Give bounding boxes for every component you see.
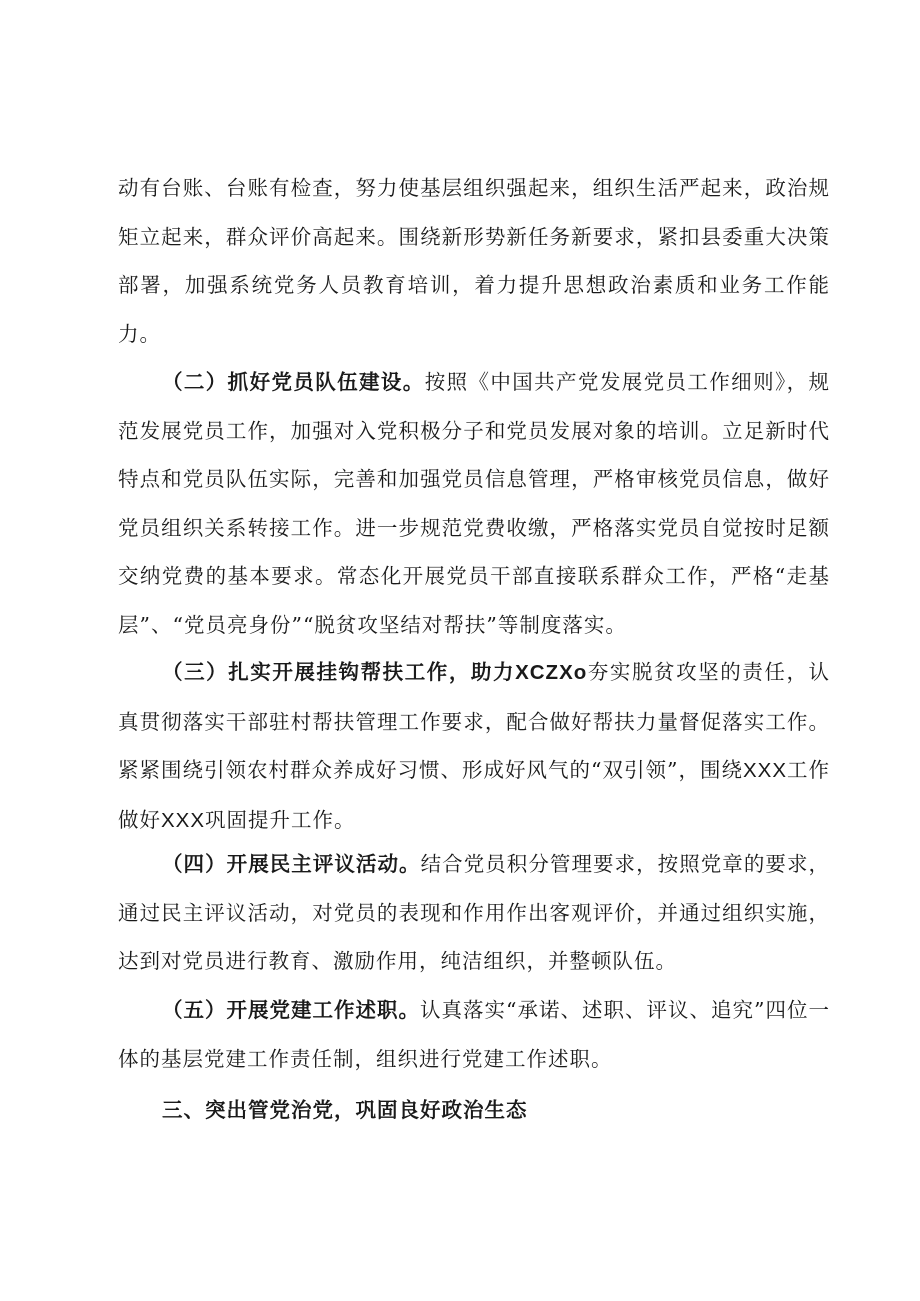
paragraph-code-2: XXX [161,808,206,832]
paragraph-lead: （二）抓好党员队伍建设。 [162,370,425,394]
paragraph-party-member-team [118,358,830,649]
paragraph-text-a: 夯实脱贫攻坚的责任，认真贯彻落实干部驻村帮扶管理工作要求，配合做好帮扶力量督促落实工作。紧紧围绕引领农村群众养成好习惯、形成好风气的“双引领”，围绕 [118,660,831,782]
paragraph-text-c: 巩固提升工作。 [205,807,356,832]
paragraph-lead-code: XCZXo [515,661,588,684]
paragraph-work-report [118,986,830,1083]
section-heading: 三、突出管党治党，巩固良好政治生态 [162,1098,528,1122]
paragraph-text-b: 工作做好 [118,758,830,832]
paragraph-text: 按照《中国共产党发展党员工作细则》，规范发展党员工作，加强对入党积极分子和党员发展对象的培训。立足新时代特点和党员队伍实际，完善和加强党员信息管理，严格审核党员信息，做好党员组织关系转接工作。进一步规范党费收缴，严格落实党员自觉按时足额交纳党费的基本要求。常态化开展党员干部直接联系群众工作，严格“走基层”、“党员亮身份”“脱贫攻坚结对帮扶”等制度落实。 [118,370,831,637]
paragraph-text: 动有台账、台账有检查，努力使基层组织强起来，组织生活严起来，政治规矩立起来，群众评价高起来。围绕新形势新任务新要求，紧扣县委重大决策部署，加强系统党务人员教育培训，着力提升思想政治素质和业务工作能力。 [118,176,830,346]
paragraph-text: 结合党员积分管理要求，按照党章的要求，通过民主评议活动，对党员的表现和作用作出客观评价，并通过组织实施，达到对党员进行教育、激励作用，纯洁组织，并整顿队伍。 [118,852,831,973]
paragraph-democratic-review [118,840,830,986]
paragraph-lead: （四）开展民主评议活动。 [162,852,421,876]
paragraph-lead: （五）开展党建工作述职。 [162,998,421,1022]
paragraph-assistance-work [118,648,830,845]
paragraph-lead: （三）扎实开展挂钩帮扶工作，助力 [162,660,516,684]
paragraph-code-1: XXX [742,759,787,782]
paragraph-continuation [118,164,830,358]
paragraph-text: 认真落实“承诺、述职、评议、追究”四位一体的基层党建工作责任制，组织进行党建工作述职。 [118,998,830,1071]
